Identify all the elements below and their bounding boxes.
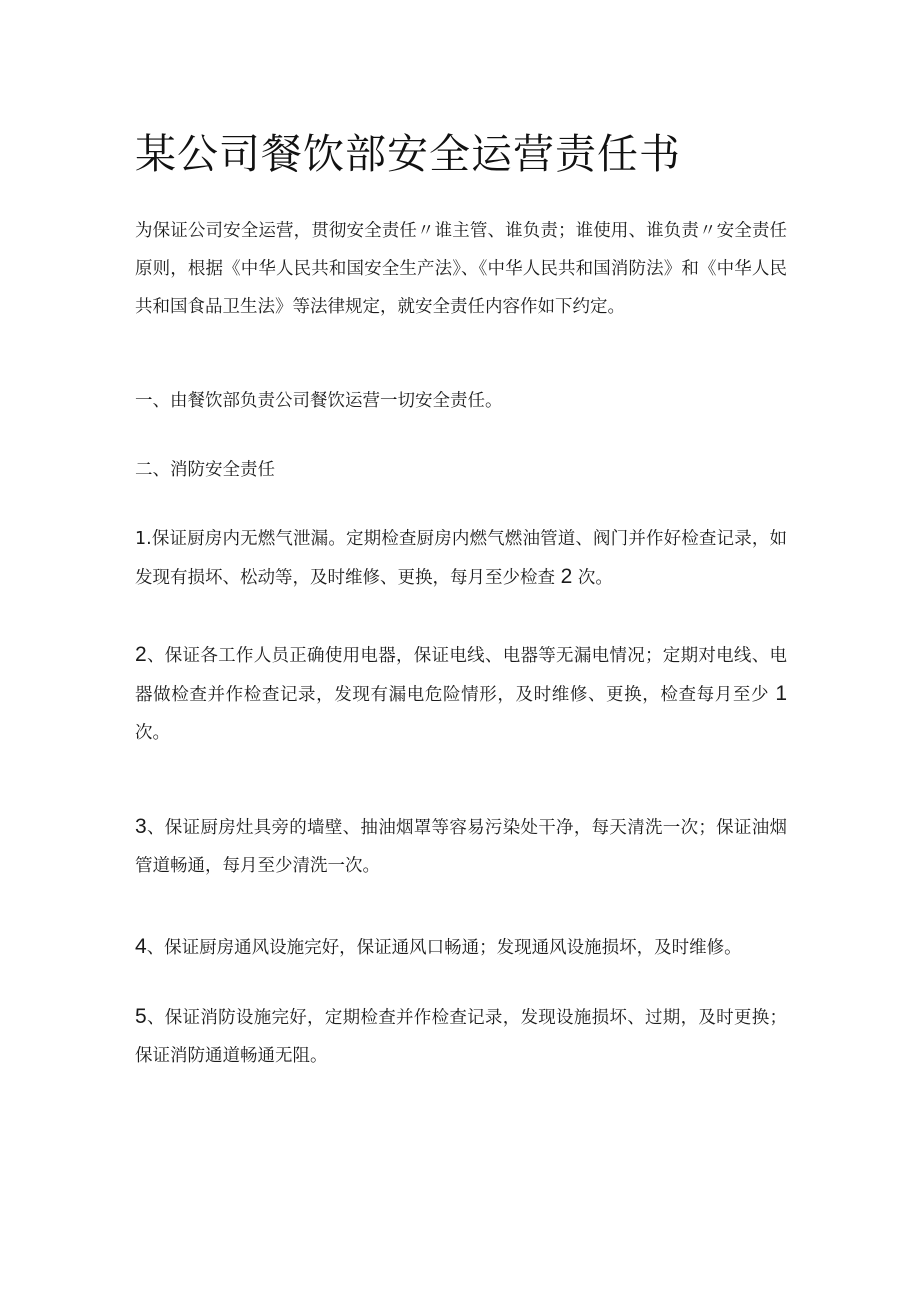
item-number: 5	[135, 1005, 147, 1028]
list-item	[135, 520, 787, 597]
item-tail: 次。	[135, 723, 170, 743]
list-item	[135, 928, 787, 967]
item-tail: 次。	[577, 568, 613, 588]
intro-paragraph: 为保证公司安全运营，贯彻安全责任〃谁主管、谁负责；谁使用、谁负责〃安全责任原则，根据《中华人民共和国安全生产法》、《中华人民共和国消防法》和《中华人民共和国食品卫生法》等法律规定，就安全责任内容作如下约定。	[135, 221, 787, 317]
document-title: 某公司餐饮部安全运营责任书	[135, 130, 681, 178]
list-item	[135, 636, 787, 752]
item-number: 2	[135, 643, 147, 666]
item-text: 、保证厨房通风设施完好，保证通风口畅通；发现通风设施损坏，及时维修。	[146, 938, 742, 958]
item-text: 、保证消防设施完好，定期检查并作检查记录，发现设施损坏、过期，及时更换；保证消防通道畅通无阻。	[135, 1008, 787, 1066]
item-number: 1.	[135, 529, 152, 549]
item-number: 3	[135, 815, 147, 838]
item-number: 4	[135, 935, 147, 958]
item-text: 、保证各工作人员正确使用电器，保证电线、电器等无漏电情况；定期对电线、电器做检查并作检查记录，发现有漏电危险情形，及时维修、更换，检查每月至少	[135, 646, 787, 705]
list-item	[135, 808, 787, 885]
item-count: 2	[560, 565, 573, 588]
item-count: 1	[775, 682, 787, 705]
section-2-heading: 二、消防安全责任	[135, 460, 275, 480]
section-1-heading: 一、由餐饮部负责公司餐饮运营一切安全责任。	[135, 391, 503, 411]
item-text: 、保证厨房灶具旁的墙壁、抽油烟罩等容易污染处干净，每天清洗一次；保证油烟管道畅通，每月至少清洗一次。	[135, 818, 787, 876]
list-item	[135, 998, 787, 1075]
item-text: 保证厨房内无燃气泄漏。定期检查厨房内燃气燃油管道、阀门并作好检查记录，如发现有损坏、松动等，及时维修、更换，每月至少检查	[135, 529, 787, 588]
